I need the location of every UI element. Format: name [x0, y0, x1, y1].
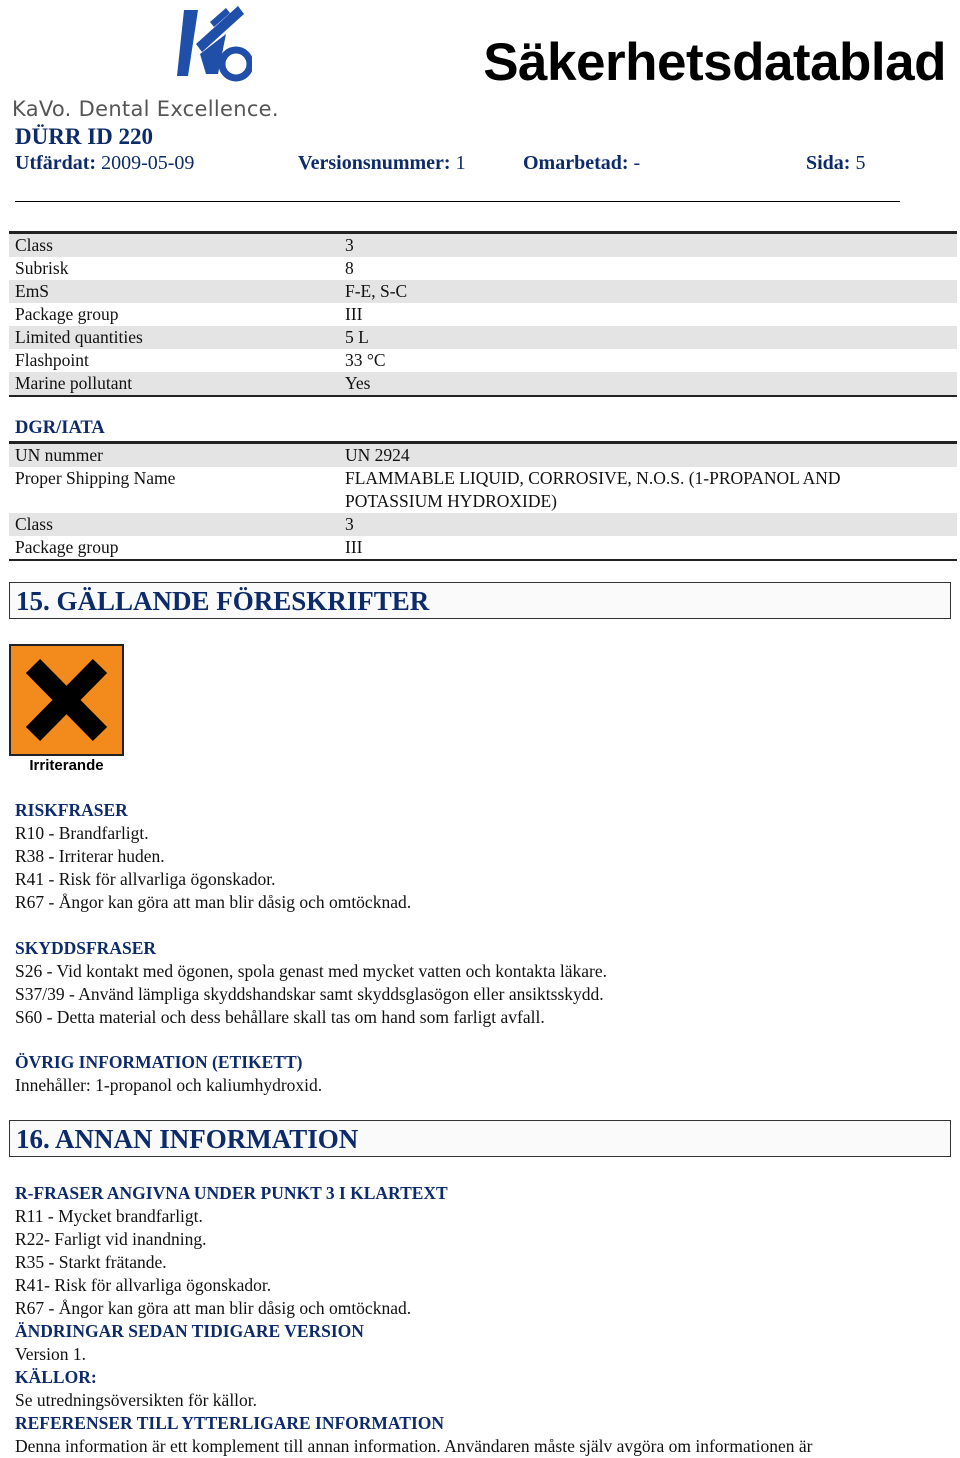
page-field	[806, 152, 865, 175]
row-value: UN 2924	[345, 445, 410, 465]
document-title: Säkerhetsdatablad	[483, 33, 946, 92]
row-value: 8	[345, 258, 354, 278]
list-item: R67 - Ångor kan göra att man blir dåsig och omtöcknad.	[15, 892, 412, 912]
list-item: S26 - Vid kontakt med ögonen, spola genast med mycket vatten och kontakta läkare.	[15, 961, 608, 981]
list-item: R22- Farligt vid inandning.	[15, 1229, 207, 1249]
page-value: 5	[855, 152, 866, 174]
row-key: Proper Shipping Name	[15, 468, 176, 488]
table-row	[9, 467, 957, 513]
hazard-label: Irriterande	[29, 757, 104, 774]
safety-phrases-block	[15, 937, 607, 1029]
list-item: R41 - Risk för allvarliga ögonskador.	[15, 869, 276, 889]
version-field	[298, 152, 466, 175]
version-label: Versionsnummer:	[298, 152, 451, 174]
iata-heading: DGR/IATA	[15, 418, 105, 438]
row-key: Subrisk	[15, 258, 69, 278]
row-value: 33 °C	[345, 350, 386, 370]
other-info-text: Innehåller: 1-propanol och kaliumhydroxid.	[15, 1075, 323, 1095]
row-value: III	[345, 537, 363, 557]
references-text: Denna information är ett komplement till annan information. Användaren måste själv avgöra om informationen är	[15, 1436, 813, 1456]
hazard-pictogram	[9, 644, 124, 776]
section-title: 15. GÄLLANDE FÖRESKRIFTER	[16, 586, 430, 616]
row-key: Marine pollutant	[15, 373, 133, 393]
table-row	[9, 257, 957, 280]
row-key: EmS	[15, 281, 50, 301]
risk-heading: RISKFRASER	[15, 800, 128, 820]
table-row	[9, 513, 957, 536]
sources-heading: KÄLLOR:	[15, 1367, 97, 1387]
row-value: 3	[345, 235, 354, 255]
version-value: 1	[455, 152, 466, 174]
logo-tagline: KaVo. Dental Excellence.	[12, 97, 279, 121]
section-15-header	[9, 582, 951, 619]
section-16-header	[9, 1120, 951, 1157]
sources-text: Se utredningsöversikten för källor.	[15, 1390, 258, 1410]
row-key: UN nummer	[15, 445, 103, 465]
row-key: Class	[15, 514, 53, 534]
kavo-logo	[12, 4, 279, 124]
changes-heading: ÄNDRINGAR SEDAN TIDIGARE VERSION	[15, 1321, 364, 1341]
row-value: FLAMMABLE LIQUID, CORROSIVE, N.O.S. (1-PROPANOL AND POTASSIUM HYDROXIDE)	[345, 468, 841, 511]
section-title: 16. ANNAN INFORMATION	[16, 1124, 359, 1154]
list-item: R11 - Mycket brandfarligt.	[15, 1206, 203, 1226]
list-item: R67 - Ångor kan göra att man blir dåsig och omtöcknad.	[15, 1298, 412, 1318]
row-value: Yes	[345, 373, 371, 393]
rphrases-heading: R-FRASER ANGIVNA UNDER PUNKT 3 I KLARTEXT	[15, 1183, 448, 1203]
table-row	[9, 303, 957, 326]
references-heading: REFERENSER TILL YTTERLIGARE INFORMATION	[15, 1413, 444, 1433]
row-key: Limited quantities	[15, 327, 143, 347]
row-key: Package group	[15, 304, 119, 324]
document-header	[0, 0, 960, 210]
table-row	[9, 280, 957, 303]
changes-text: Version 1.	[15, 1344, 86, 1364]
kavo-logo-mark-icon	[12, 4, 252, 99]
row-value: III	[345, 304, 363, 324]
table-row	[9, 444, 957, 467]
table-row	[9, 234, 957, 257]
row-value: 3	[345, 514, 354, 534]
iata-table	[9, 441, 957, 561]
header-divider	[15, 201, 900, 202]
issued-field	[15, 152, 194, 175]
imdg-table	[9, 231, 957, 397]
list-item: R41- Risk för allvarliga ögonskador.	[15, 1275, 272, 1295]
row-key: Package group	[15, 537, 119, 557]
table-row	[9, 536, 957, 559]
list-item: S37/39 - Använd lämpliga skyddshandskar samt skyddsglasögon eller ansiktsskydd.	[15, 984, 604, 1004]
x-cross-icon	[9, 644, 124, 756]
list-item: R38 - Irriterar huden.	[15, 846, 165, 866]
row-value: F-E, S-C	[345, 281, 408, 301]
issued-label: Utfärdat:	[15, 152, 97, 174]
document-meta-row	[15, 152, 915, 178]
revised-field	[523, 152, 640, 175]
table-row	[9, 372, 957, 395]
page-label: Sida:	[806, 152, 851, 174]
other-info-block	[15, 1051, 322, 1097]
revised-value: -	[633, 152, 641, 174]
issued-value: 2009-05-09	[101, 152, 195, 174]
row-key: Flashpoint	[15, 350, 89, 370]
list-item: R35 - Starkt frätande.	[15, 1252, 167, 1272]
row-key: Class	[15, 235, 53, 255]
risk-phrases-block	[15, 799, 411, 914]
safety-heading: SKYDDSFRASER	[15, 938, 156, 958]
other-info-heading: ÖVRIG INFORMATION (ETIKETT)	[15, 1052, 303, 1072]
table-row	[9, 349, 957, 372]
list-item: S60 - Detta material och dess behållare skall tas om hand som farligt avfall.	[15, 1007, 545, 1027]
section-16-body	[15, 1182, 812, 1458]
row-value: 5 L	[345, 327, 369, 347]
product-name: DÜRR ID 220	[15, 124, 153, 149]
list-item: R10 - Brandfarligt.	[15, 823, 149, 843]
table-row	[9, 326, 957, 349]
revised-label: Omarbetad:	[523, 152, 629, 174]
